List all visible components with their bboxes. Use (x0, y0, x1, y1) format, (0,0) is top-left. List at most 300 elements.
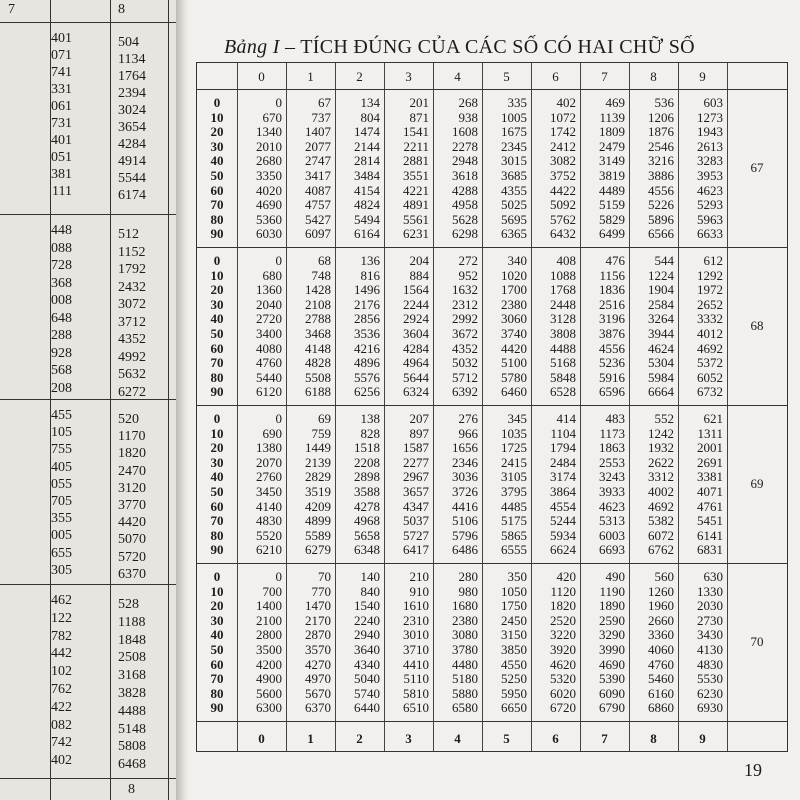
table-cell: 1518 (354, 440, 380, 456)
left-cell: 6370 (118, 566, 146, 582)
table-cell: 67 (318, 95, 331, 110)
table-cell: 544 (654, 253, 674, 268)
table-cell: 1742 (550, 124, 576, 140)
table-cell: 603 (703, 95, 723, 110)
table-cell: 402 (556, 95, 576, 110)
row-label: 40 (210, 311, 224, 327)
table-cell: 2412 (550, 138, 576, 154)
table-cell: 4489 (599, 182, 625, 198)
table-cell: 1540 (354, 598, 380, 614)
row-label: 40 (210, 469, 224, 485)
table-cell: 4020 (256, 182, 282, 198)
table-cell: 1173 (599, 425, 625, 441)
table-cell: 0 (275, 411, 282, 426)
row-label: 70 (210, 355, 224, 371)
table-cell: 4692 (697, 340, 723, 356)
table-cell: 2590 (599, 612, 625, 628)
table-cell: 4824 (354, 197, 380, 213)
table-cell: 536 (654, 95, 674, 110)
table-cell: 6831 (697, 542, 723, 558)
table-cell: 350 (507, 569, 527, 584)
table-cell: 6256 (354, 384, 380, 400)
table-cell: 3468 (305, 326, 331, 341)
table-cell: 1564 (403, 282, 429, 298)
table-cell: 1632 (452, 282, 478, 298)
table-cell: 2829 (305, 469, 331, 485)
table-cell: 136 (360, 253, 380, 268)
table-cell: 4352 (452, 340, 478, 356)
table-cell: 4284 (403, 340, 429, 356)
table-cell: 4760 (256, 355, 282, 371)
table-cell: 335 (507, 95, 527, 110)
table-cell: 1608 (452, 124, 478, 140)
table-cell: 5658 (354, 527, 380, 543)
table-cell: 2680 (256, 153, 282, 169)
table-cell: 828 (360, 425, 380, 441)
multiplier-label: 68 (750, 318, 764, 333)
table-cell: 1890 (599, 598, 625, 614)
table-cell: 2660 (648, 612, 674, 628)
table-cell: 0 (275, 95, 282, 110)
table-cell: 1675 (501, 124, 527, 140)
table-cell: 3953 (697, 168, 723, 183)
table-cell: 2622 (648, 454, 674, 470)
table-cell: 5106 (452, 513, 478, 529)
table-cell: 5865 (501, 527, 527, 543)
table-cell: 1809 (599, 124, 625, 140)
footer-column-header: 0 (258, 731, 265, 746)
row-label: 90 (210, 226, 224, 242)
left-cell: 2470 (118, 463, 146, 479)
table-cell: 5320 (550, 671, 576, 687)
table-cell: 5984 (648, 369, 674, 385)
row-label: 60 (210, 340, 224, 356)
table-cell: 2730 (697, 612, 723, 628)
table-cell: 2546 (648, 138, 674, 154)
table-cell: 2010 (256, 138, 282, 154)
table-cell: 884 (409, 267, 429, 283)
row-label: 90 (210, 384, 224, 400)
table-cell: 3082 (550, 153, 576, 169)
left-column-divider (168, 0, 169, 800)
table-cell: 4690 (256, 197, 282, 213)
row-label: 80 (210, 369, 224, 385)
table-cell: 5628 (452, 211, 478, 227)
table-cell: 5175 (501, 513, 527, 529)
table-cell: 4970 (305, 671, 331, 687)
left-cell: 6468 (118, 757, 146, 773)
table-cell: 1680 (452, 598, 478, 614)
table-cell: 6300 (256, 700, 282, 716)
table-cell: 5934 (550, 527, 576, 543)
table-cell: 3920 (550, 642, 576, 657)
table-cell: 980 (458, 583, 478, 599)
table-cell: 3036 (452, 469, 478, 485)
column-header: 9 (699, 69, 706, 84)
table-cell: 4148 (305, 340, 331, 356)
table-cell: 1610 (403, 598, 429, 614)
left-cell: 5070 (118, 532, 146, 548)
table-cell: 1380 (256, 440, 282, 456)
table-cell: 3450 (256, 484, 282, 499)
table-cell: 476 (605, 253, 625, 268)
table-cell: 6499 (599, 226, 625, 242)
table-cell: 2415 (501, 454, 527, 470)
table-cell: 910 (409, 583, 429, 599)
table-cell: 1072 (550, 109, 576, 125)
table-cell: 4340 (354, 656, 380, 672)
table-cell: 1020 (501, 267, 527, 283)
table-cell: 6633 (697, 226, 723, 242)
table-cell: 4012 (697, 326, 723, 341)
table-cell: 1360 (256, 282, 282, 298)
table-cell: 1273 (697, 109, 723, 125)
table-cell: 4899 (305, 513, 331, 529)
column-header: 6 (552, 69, 559, 84)
table-cell: 268 (458, 95, 478, 110)
table-cell: 6596 (599, 384, 625, 400)
left-cell: 1170 (118, 429, 146, 445)
table-cell: 816 (360, 267, 380, 283)
table-cell: 6324 (403, 384, 429, 400)
table-cell: 0 (275, 253, 282, 268)
table-cell: 3290 (599, 627, 625, 643)
table-cell: 1750 (501, 598, 527, 614)
table-cell: 3876 (599, 326, 625, 341)
table-cell: 2310 (403, 612, 429, 628)
table-cell: 6298 (452, 226, 478, 242)
footer-column-header: 3 (405, 731, 412, 746)
left-cell: 3654 (118, 120, 146, 135)
table-cell: 621 (703, 411, 723, 426)
left-column-header: 8 (118, 2, 125, 17)
table-cell: 6693 (599, 542, 625, 558)
table-cell: 5250 (501, 671, 527, 687)
table-cell: 630 (703, 569, 723, 584)
left-cell: 4488 (118, 703, 146, 719)
table-cell: 6097 (305, 226, 331, 242)
table-cell: 770 (311, 583, 331, 599)
table-cell: 5159 (599, 197, 625, 213)
table-cell: 1190 (599, 583, 625, 599)
table-cell: 1050 (501, 583, 527, 599)
table-cell: 4002 (648, 484, 674, 499)
table-cell: 4896 (354, 355, 380, 371)
table-cell: 2211 (403, 138, 429, 154)
table-cell: 748 (311, 267, 331, 283)
table-cell: 2346 (452, 454, 478, 470)
table-cell: 1340 (256, 124, 282, 140)
table-cell: 2479 (599, 138, 625, 154)
row-label: 70 (210, 197, 224, 213)
table-cell: 2380 (501, 296, 527, 312)
table-cell: 2870 (305, 627, 331, 643)
table-cell: 3752 (550, 168, 576, 183)
table-cell: 3010 (403, 627, 429, 643)
table-cell: 414 (556, 411, 576, 426)
table-cell: 6210 (256, 542, 282, 558)
table-cell: 6160 (648, 685, 674, 701)
table-cell: 4964 (403, 355, 429, 371)
left-cell: 5544 (118, 171, 146, 186)
table-cell: 4288 (452, 182, 478, 198)
table-cell: 2040 (256, 296, 282, 312)
table-cell: 6555 (501, 542, 527, 558)
table-cell: 4154 (354, 182, 380, 198)
table-cell: 5963 (697, 211, 723, 227)
left-footer-header: 8 (128, 782, 135, 797)
table-cell: 2691 (697, 454, 723, 470)
table-cell: 1876 (648, 124, 674, 140)
table-cell: 3196 (599, 311, 625, 327)
column-header: 2 (356, 69, 363, 84)
table-cell: 210 (409, 569, 429, 584)
table-cell: 3015 (501, 153, 527, 169)
table-cell: 0 (275, 569, 282, 584)
table-cell: 340 (507, 253, 527, 268)
table-cell: 5092 (550, 197, 576, 213)
table-cell: 5382 (648, 513, 674, 529)
table-cell: 1428 (305, 282, 331, 298)
table-cell: 5313 (599, 513, 625, 529)
table-cell: 4278 (354, 498, 380, 514)
table-title-prefix: Bảng I (224, 36, 280, 58)
table-cell: 3264 (648, 311, 674, 327)
table-cell: 5226 (648, 197, 674, 213)
table-cell: 5644 (403, 369, 429, 385)
table-cell: 4891 (403, 197, 429, 213)
footer-column-header: 8 (650, 731, 657, 746)
table-cell: 5304 (648, 355, 674, 371)
table-cell: 3640 (354, 642, 380, 657)
table-cell: 2516 (599, 296, 625, 312)
table-cell: 3710 (403, 642, 429, 657)
table-cell: 5740 (354, 685, 380, 701)
table-cell: 5670 (305, 685, 331, 701)
table-cell: 2924 (403, 311, 429, 327)
table-cell: 1587 (403, 440, 429, 456)
table-cell: 2244 (403, 296, 429, 312)
table-cell: 5520 (256, 527, 282, 543)
table-cell: 6790 (599, 700, 625, 716)
table-cell: 1656 (452, 440, 478, 456)
table-cell: 4485 (501, 498, 527, 514)
table-cell: 3990 (599, 642, 625, 657)
table-cell: 670 (262, 109, 282, 125)
table-cell: 2108 (305, 296, 331, 312)
table-cell: 1700 (501, 282, 527, 298)
left-cell: 3828 (118, 686, 146, 701)
table-cell: 5494 (354, 211, 380, 227)
table-cell: 6510 (403, 700, 429, 716)
left-cell: 3120 (118, 480, 146, 496)
table-cell: 6930 (697, 700, 723, 716)
table-cell: 1932 (648, 440, 674, 456)
table-cell: 3060 (501, 311, 527, 327)
table-cell: 3484 (354, 168, 380, 183)
table-cell: 345 (507, 411, 527, 426)
table-cell: 276 (458, 411, 478, 426)
table-cell: 3886 (648, 168, 674, 183)
table-cell: 1088 (550, 267, 576, 283)
left-cell: 528 (118, 597, 139, 612)
table-cell: 2208 (354, 454, 380, 470)
table-cell: 3570 (305, 642, 331, 657)
table-cell: 3933 (599, 484, 625, 499)
table-cell: 272 (458, 253, 478, 268)
table-cell: 5727 (403, 527, 429, 543)
table-cell: 1139 (599, 109, 625, 125)
table-cell: 280 (458, 569, 478, 584)
table-cell: 2139 (305, 454, 331, 470)
table-cell: 4209 (305, 498, 331, 514)
table-cell: 420 (556, 569, 576, 584)
table-cell: 4828 (305, 355, 331, 371)
footer-column-header: 4 (454, 731, 461, 746)
column-header: 7 (601, 69, 608, 84)
table-cell: 140 (360, 569, 380, 584)
row-label: 40 (210, 153, 224, 169)
table-cell: 4140 (256, 498, 282, 514)
row-label: 20 (210, 598, 224, 614)
right-page (188, 0, 800, 800)
footer-column-header: 9 (699, 731, 706, 746)
table-cell: 4624 (648, 340, 674, 356)
left-cell: 1848 (118, 632, 146, 648)
table-cell: 5100 (501, 355, 527, 371)
table-cell: 2030 (697, 598, 723, 614)
column-header: 8 (650, 69, 657, 84)
table-cell: 5168 (550, 355, 576, 371)
table-cell: 6664 (648, 384, 674, 400)
table-cell: 3850 (501, 642, 527, 657)
table-cell: 6231 (403, 226, 429, 242)
row-label: 40 (210, 627, 224, 643)
table-cell: 2720 (256, 311, 282, 327)
table-cell: 5810 (403, 685, 429, 701)
row-label: 30 (210, 138, 224, 154)
table-block-67 (197, 89, 787, 247)
row-label: 0 (213, 95, 221, 110)
table-cell: 4830 (256, 513, 282, 529)
table-cell: 6624 (550, 542, 576, 558)
row-label: 20 (210, 440, 224, 456)
table-cell: 1836 (599, 282, 625, 298)
table-cell: 4550 (501, 656, 527, 672)
left-cell: 512 (118, 227, 139, 242)
table-cell: 3672 (452, 326, 478, 341)
table-cell: 5589 (305, 527, 331, 543)
left-cell: 1134 (118, 52, 146, 67)
table-cell: 3536 (354, 326, 380, 341)
left-cell: 4284 (118, 137, 146, 152)
table-cell: 2584 (648, 296, 674, 312)
table-cell: 1449 (305, 440, 331, 456)
multiplication-table (196, 62, 788, 752)
block-divider (197, 721, 787, 722)
table-cell: 3795 (501, 484, 527, 499)
table-cell: 5829 (599, 211, 625, 227)
table-cell: 804 (360, 109, 380, 125)
table-cell: 2100 (256, 612, 282, 628)
table-cell: 1943 (697, 124, 723, 140)
left-footer-divider (0, 778, 180, 779)
table-cell: 2652 (697, 296, 723, 312)
row-label: 30 (210, 296, 224, 312)
table-cell: 6417 (403, 542, 429, 558)
row-label: 90 (210, 542, 224, 558)
row-label: 60 (210, 498, 224, 514)
table-cell: 5780 (501, 369, 527, 385)
table-cell: 1120 (550, 583, 576, 599)
table-cell: 4761 (697, 498, 723, 514)
table-cell: 1400 (256, 598, 282, 614)
table-cell: 3283 (697, 153, 723, 169)
table-cell: 2760 (256, 469, 282, 485)
table-cell: 680 (262, 267, 282, 283)
table-cell: 3519 (305, 484, 331, 499)
table-cell: 700 (262, 583, 282, 599)
table-cell: 4355 (501, 182, 527, 198)
left-cell: 1764 (118, 69, 146, 84)
table-cell: 2450 (501, 612, 527, 628)
row-label: 50 (210, 326, 224, 341)
table-cell: 1035 (501, 425, 527, 441)
table-cell: 5460 (648, 671, 674, 687)
table-cell: 6650 (501, 700, 527, 716)
footer-column-header: 1 (307, 731, 314, 746)
table-cell: 3944 (648, 326, 674, 341)
table-cell: 207 (409, 411, 429, 426)
left-cell: 5632 (118, 367, 146, 382)
table-cell: 759 (311, 425, 331, 441)
row-label: 60 (210, 656, 224, 672)
left-header-divider (0, 22, 180, 23)
table-cell: 5372 (697, 355, 723, 371)
left-cell: 4992 (118, 349, 146, 365)
table-cell: 6460 (501, 384, 527, 400)
table-cell: 966 (458, 425, 478, 441)
left-cell: 2432 (118, 279, 146, 295)
table-cell: 4690 (599, 656, 625, 672)
table-cell: 5293 (697, 197, 723, 213)
row-label: 50 (210, 168, 224, 183)
table-cell: 4087 (305, 182, 331, 198)
table-cell: 6003 (599, 527, 625, 543)
table-cell: 5530 (697, 671, 723, 687)
table-cell: 6164 (354, 226, 380, 242)
table-cell: 1768 (550, 282, 576, 298)
table-cell: 1541 (403, 124, 429, 140)
table-cell: 4623 (599, 498, 625, 514)
row-label: 50 (210, 642, 224, 657)
table-cell: 1904 (648, 282, 674, 298)
table-cell: 5032 (452, 355, 478, 371)
table-cell: 5695 (501, 211, 527, 227)
table-cell: 1820 (550, 598, 576, 614)
table-cell: 6732 (697, 384, 723, 400)
table-cell: 68 (318, 253, 331, 268)
table-cell: 2967 (403, 469, 429, 485)
table-cell: 3360 (648, 627, 674, 643)
table-cell: 4080 (256, 340, 282, 356)
table-cell: 1292 (697, 267, 723, 283)
table-cell: 5712 (452, 369, 478, 385)
table-cell: 3220 (550, 627, 576, 643)
table-cell: 408 (556, 253, 576, 268)
table-cell: 2001 (697, 440, 723, 456)
table-cell: 552 (654, 411, 674, 426)
